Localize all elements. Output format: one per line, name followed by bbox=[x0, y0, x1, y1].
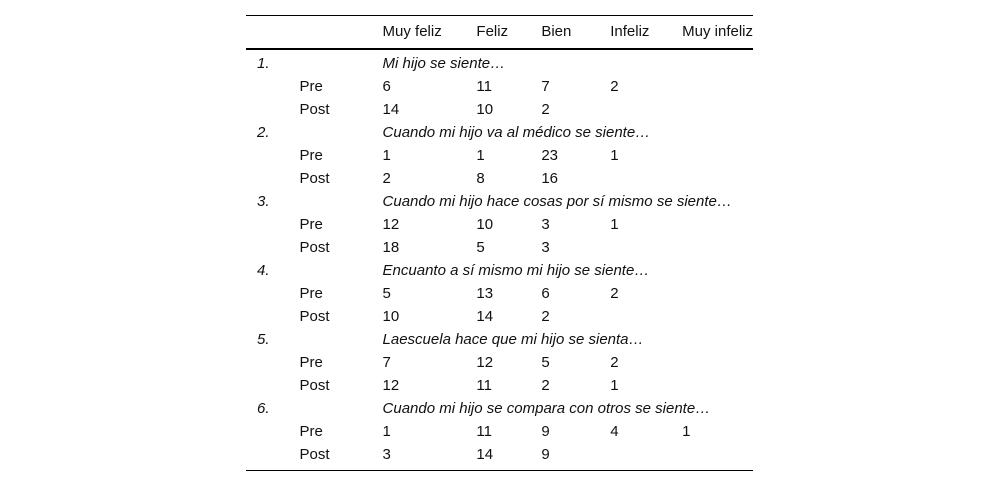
cell-value: 1 bbox=[476, 146, 485, 164]
cell-value: 7 bbox=[541, 77, 550, 95]
question-number: 1. bbox=[257, 54, 270, 72]
question-row bbox=[246, 259, 753, 282]
cell-value: 2 bbox=[541, 307, 550, 325]
cell-value: 11 bbox=[476, 77, 492, 95]
cell-value: 4 bbox=[610, 422, 619, 440]
question-spacer bbox=[270, 121, 383, 144]
cell-value: 3 bbox=[382, 445, 391, 463]
table-row bbox=[246, 351, 753, 374]
header-bien: Bien bbox=[541, 23, 572, 41]
question-text: Cuando mi hijo va al médico se siente… bbox=[382, 123, 651, 141]
cell-value bbox=[682, 213, 753, 236]
cell-value: 12 bbox=[382, 376, 400, 394]
cell-value: 9 bbox=[541, 445, 550, 463]
cell-value: 12 bbox=[476, 353, 494, 371]
cell-value: 12 bbox=[382, 215, 400, 233]
question-number: 3. bbox=[257, 192, 270, 210]
row-spacer bbox=[246, 75, 270, 98]
header-row bbox=[246, 16, 753, 49]
cell-value bbox=[682, 351, 753, 374]
question-spacer bbox=[270, 190, 383, 213]
phase-label: Post bbox=[299, 238, 330, 256]
table-row bbox=[246, 374, 753, 397]
cell-value: 6 bbox=[541, 284, 550, 302]
phase-label: Pre bbox=[299, 422, 323, 440]
cell-value: 6 bbox=[382, 77, 391, 95]
question-text: Cuando mi hijo hace cosas por sí mismo se siente… bbox=[382, 192, 732, 210]
question-number: 4. bbox=[257, 261, 270, 279]
cell-value: 2 bbox=[541, 376, 550, 394]
cell-value: 16 bbox=[541, 169, 559, 187]
header-empty bbox=[246, 16, 270, 49]
row-spacer bbox=[246, 236, 270, 259]
cell-value bbox=[682, 167, 753, 190]
cell-value bbox=[682, 98, 753, 121]
table-row bbox=[246, 443, 753, 471]
table-row bbox=[246, 75, 753, 98]
cell-value bbox=[682, 374, 753, 397]
phase-label: Post bbox=[299, 100, 330, 118]
cell-value: 18 bbox=[382, 238, 400, 256]
cell-value: 2 bbox=[610, 284, 619, 302]
question-spacer bbox=[270, 328, 383, 351]
header-feliz: Feliz bbox=[476, 23, 509, 41]
phase-label: Pre bbox=[299, 353, 323, 371]
question-spacer bbox=[270, 259, 383, 282]
row-spacer bbox=[246, 144, 270, 167]
table-row bbox=[246, 420, 753, 443]
question-spacer bbox=[270, 49, 383, 75]
cell-value: 1 bbox=[610, 215, 619, 233]
header-muy-feliz: Muy feliz bbox=[382, 23, 442, 41]
cell-value: 5 bbox=[541, 353, 550, 371]
cell-value: 10 bbox=[382, 307, 400, 325]
cell-value: 13 bbox=[476, 284, 494, 302]
question-row bbox=[246, 190, 753, 213]
question-row bbox=[246, 121, 753, 144]
cell-value bbox=[610, 236, 682, 259]
cell-value: 10 bbox=[476, 100, 494, 118]
row-spacer bbox=[246, 98, 270, 121]
row-spacer bbox=[246, 213, 270, 236]
cell-value bbox=[610, 167, 682, 190]
question-text: Mi hijo se siente… bbox=[382, 54, 506, 72]
cell-value: 11 bbox=[476, 376, 492, 394]
question-text: Cuando mi hijo se compara con otros se siente… bbox=[382, 399, 711, 417]
cell-value: 14 bbox=[476, 307, 494, 325]
question-row bbox=[246, 397, 753, 420]
cell-value: 2 bbox=[610, 353, 619, 371]
phase-label: Pre bbox=[299, 146, 323, 164]
phase-label: Post bbox=[299, 307, 330, 325]
row-spacer bbox=[246, 282, 270, 305]
cell-value bbox=[610, 305, 682, 328]
row-spacer bbox=[246, 167, 270, 190]
cell-value bbox=[682, 75, 753, 98]
cell-value bbox=[610, 98, 682, 121]
table-row bbox=[246, 144, 753, 167]
cell-value: 1 bbox=[382, 146, 391, 164]
cell-value: 5 bbox=[382, 284, 391, 302]
table-row bbox=[246, 282, 753, 305]
table-row bbox=[246, 236, 753, 259]
cell-value bbox=[682, 236, 753, 259]
cell-value: 1 bbox=[610, 376, 619, 394]
cell-value: 1 bbox=[382, 422, 391, 440]
cell-value: 2 bbox=[382, 169, 391, 187]
question-row bbox=[246, 49, 753, 75]
table-header bbox=[246, 16, 753, 49]
cell-value: 7 bbox=[382, 353, 391, 371]
cell-value: 5 bbox=[476, 238, 485, 256]
survey-table bbox=[246, 15, 753, 471]
header-muy-infeliz: Muy infeliz bbox=[682, 23, 753, 41]
cell-value bbox=[682, 305, 753, 328]
table-row bbox=[246, 98, 753, 121]
table-body bbox=[246, 49, 753, 471]
phase-label: Pre bbox=[299, 215, 323, 233]
cell-value: 23 bbox=[541, 146, 559, 164]
row-spacer bbox=[246, 443, 270, 471]
phase-label: Post bbox=[299, 445, 330, 463]
question-text: Encuanto a sí mismo mi hijo se siente… bbox=[382, 261, 650, 279]
question-row bbox=[246, 328, 753, 351]
cell-value: 3 bbox=[541, 238, 550, 256]
cell-value: 10 bbox=[476, 215, 494, 233]
table-row bbox=[246, 213, 753, 236]
cell-value bbox=[682, 443, 753, 471]
table-row bbox=[246, 167, 753, 190]
cell-value: 9 bbox=[541, 422, 550, 440]
cell-value: 11 bbox=[476, 422, 492, 440]
cell-value bbox=[610, 443, 682, 471]
cell-value: 14 bbox=[382, 100, 400, 118]
row-spacer bbox=[246, 374, 270, 397]
cell-value: 14 bbox=[476, 445, 494, 463]
cell-value: 8 bbox=[476, 169, 485, 187]
header-infeliz: Infeliz bbox=[610, 23, 650, 41]
table-row bbox=[246, 305, 753, 328]
question-number: 2. bbox=[257, 123, 270, 141]
cell-value: 1 bbox=[682, 422, 691, 440]
row-spacer bbox=[246, 351, 270, 374]
row-spacer bbox=[246, 305, 270, 328]
cell-value: 2 bbox=[610, 77, 619, 95]
header-phase bbox=[270, 16, 383, 49]
cell-value bbox=[682, 144, 753, 167]
row-spacer bbox=[246, 420, 270, 443]
question-spacer bbox=[270, 397, 383, 420]
question-number: 5. bbox=[257, 330, 270, 348]
phase-label: Post bbox=[299, 169, 330, 187]
question-number: 6. bbox=[257, 399, 270, 417]
phase-label: Post bbox=[299, 376, 330, 394]
cell-value bbox=[682, 282, 753, 305]
cell-value: 3 bbox=[541, 215, 550, 233]
phase-label: Pre bbox=[299, 284, 323, 302]
cell-value: 2 bbox=[541, 100, 550, 118]
cell-value: 1 bbox=[610, 146, 619, 164]
question-text: Laescuela hace que mi hijo se sienta… bbox=[382, 330, 644, 348]
phase-label: Pre bbox=[299, 77, 323, 95]
